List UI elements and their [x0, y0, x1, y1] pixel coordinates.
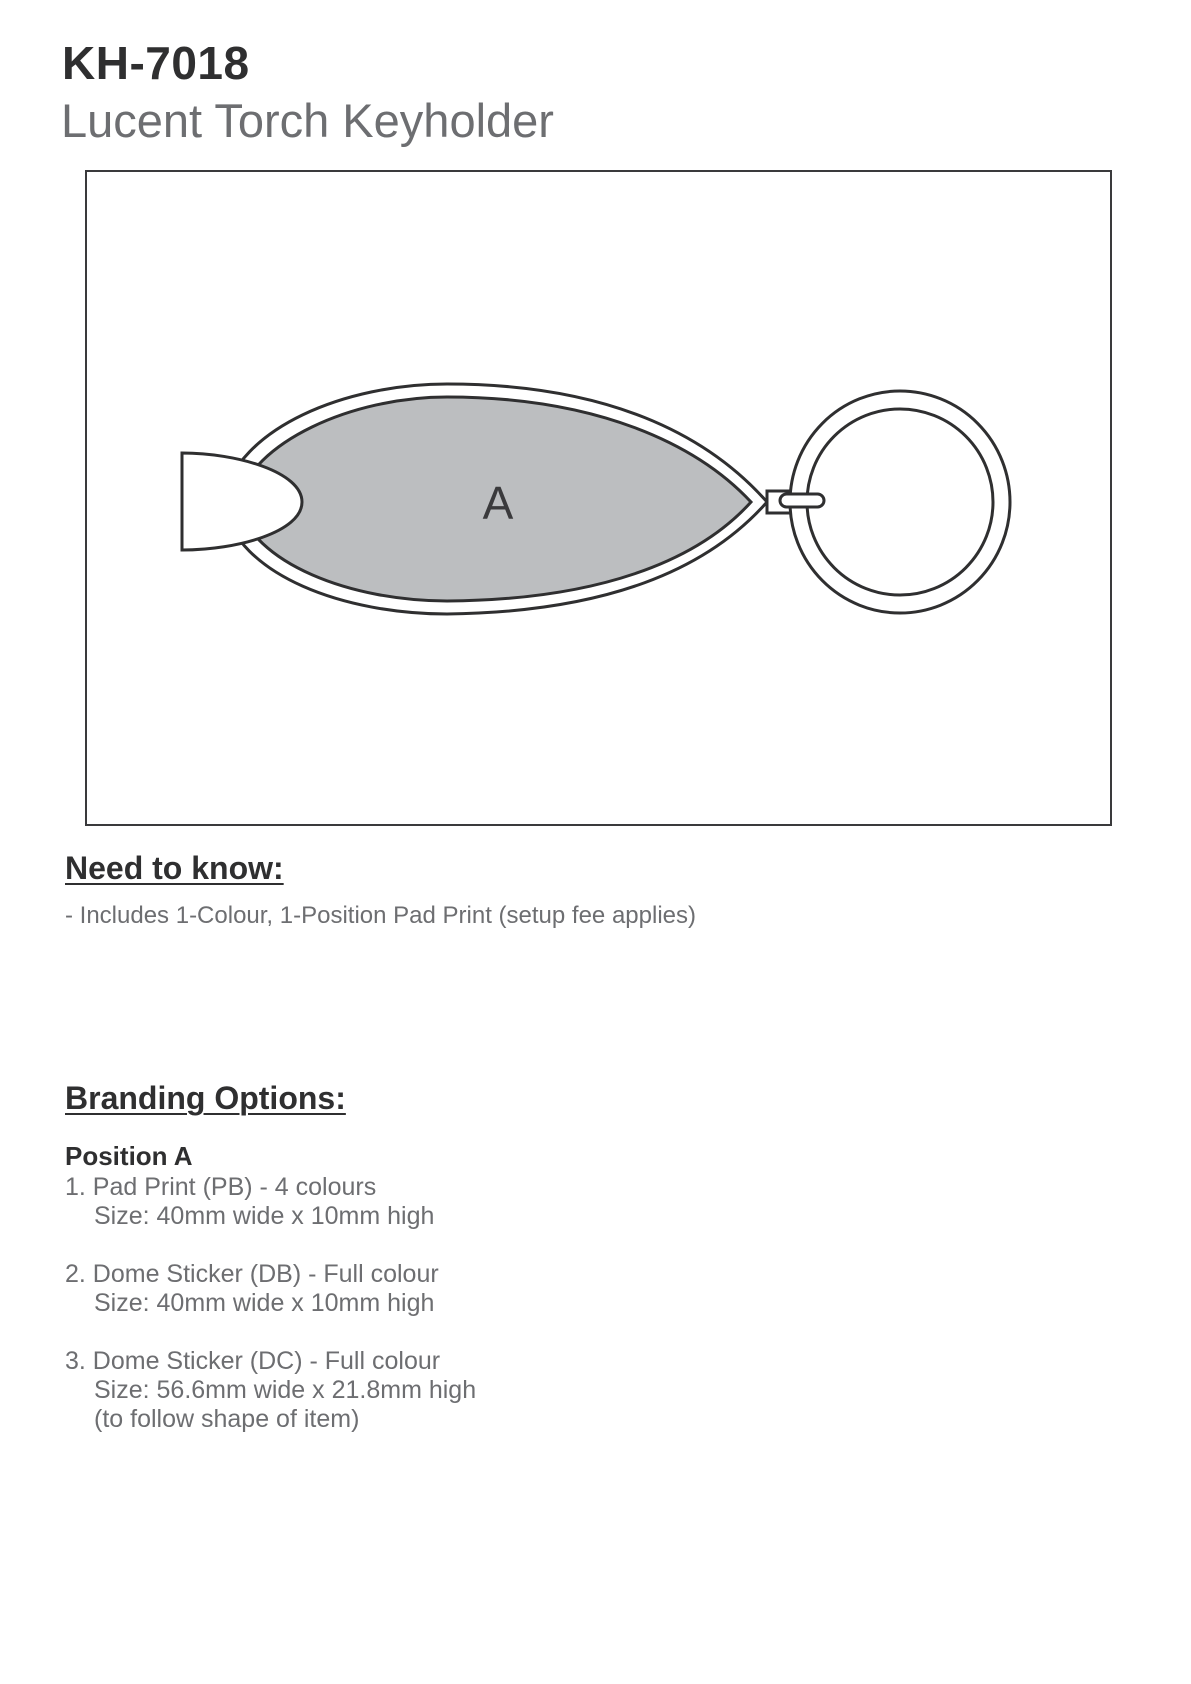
branding-option-1 [65, 1173, 434, 1231]
branding-option-2 [65, 1260, 439, 1318]
need-to-know-item: - Includes 1-Colour, 1-Position Pad Print (setup fee applies) [65, 902, 696, 929]
key-ring-inner [807, 409, 993, 595]
position-a-label: A [482, 477, 514, 529]
need-to-know-heading: Need to know: [65, 850, 284, 886]
option-1-size: Size: 40mm wide x 10mm high [94, 1202, 435, 1230]
branding-options-heading: Branding Options: [65, 1080, 346, 1116]
product-name: Lucent Torch Keyholder [61, 94, 554, 147]
keyholder-illustration [87, 172, 1109, 823]
ring-clip [780, 494, 824, 507]
option-2-size: Size: 40mm wide x 10mm high [94, 1289, 435, 1317]
branding-option-3 [65, 1347, 476, 1434]
option-1-title: 1. Pad Print (PB) - 4 colours [65, 1173, 377, 1201]
product-code: KH-7018 [62, 37, 250, 89]
option-3-title: 3. Dome Sticker (DC) - Full colour [65, 1347, 441, 1375]
option-3-size: Size: 56.6mm wide x 21.8mm high [94, 1376, 477, 1404]
option-3-note: (to follow shape of item) [94, 1405, 360, 1433]
option-2-title: 2. Dome Sticker (DB) - Full colour [65, 1260, 439, 1288]
position-a-title: Position A [65, 1141, 193, 1171]
product-diagram-frame [85, 170, 1112, 826]
